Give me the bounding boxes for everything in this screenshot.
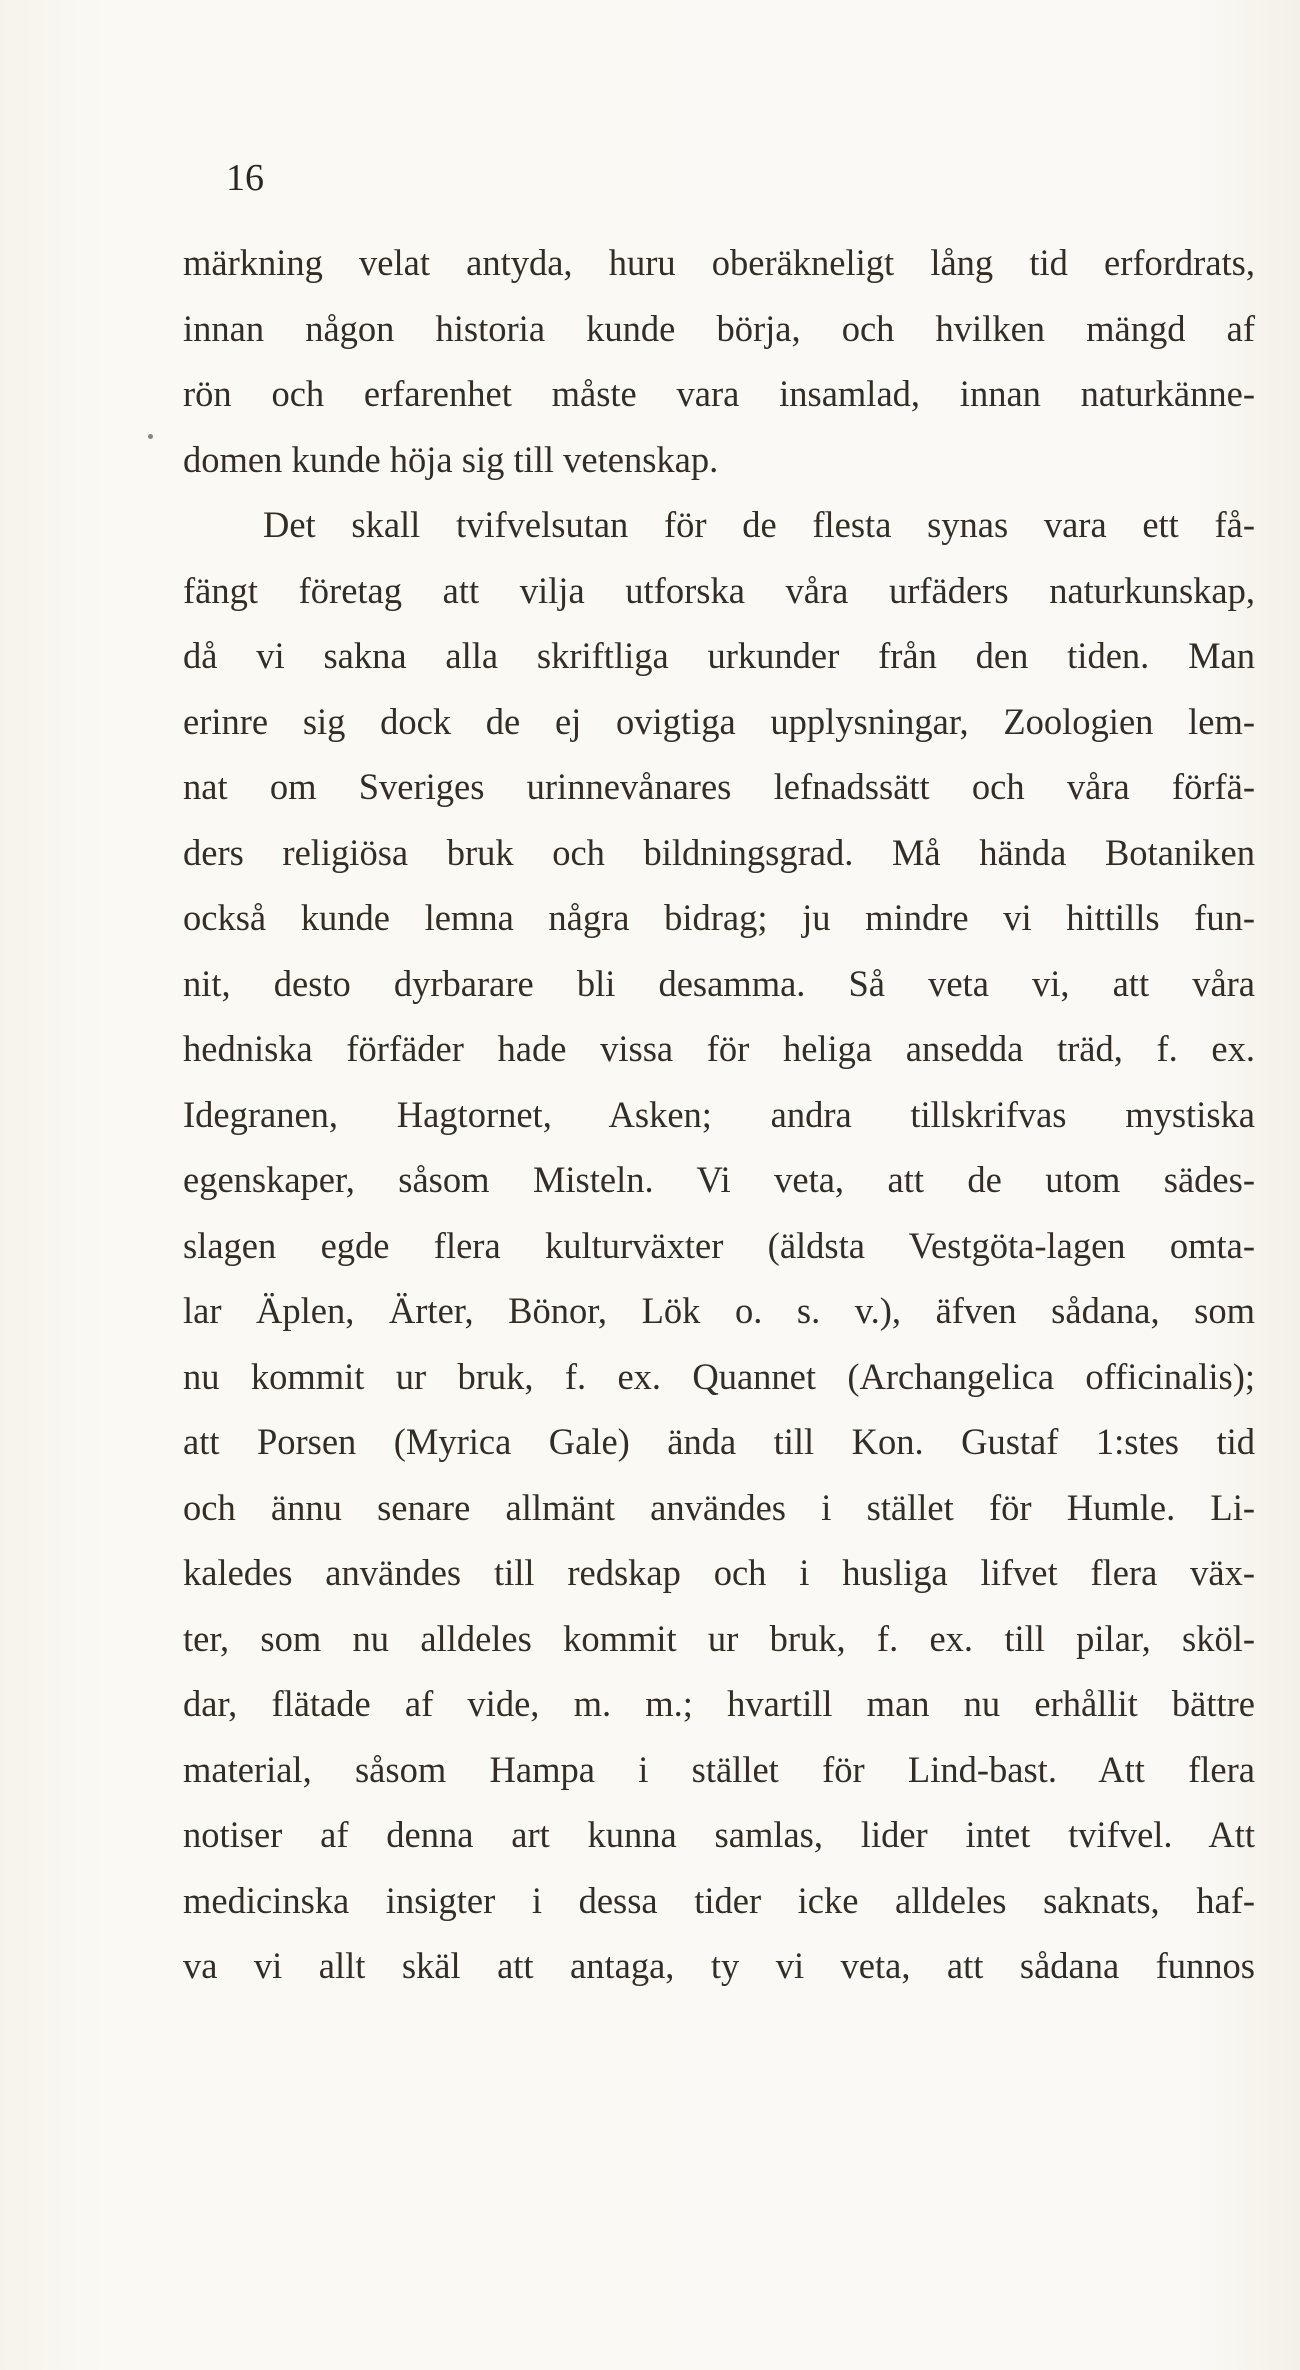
- text-line-3: rön och erfarenhet måste vara insamlad, innan naturkänne-: [183, 373, 1255, 414]
- text-line-15: egenskaper, såsom Misteln. Vi veta, att de utom sädes-: [183, 1159, 1255, 1200]
- text-line-1: märkning velat antyda, huru oberäkneligt lång tid erfordrats,: [183, 242, 1255, 283]
- text-line-9: nat om Sveriges urinnevånares lefnadssätt och våra förfä-: [183, 766, 1255, 807]
- text-line-25: notiser af denna art kunna samlas, lider intet tvifvel. Att: [183, 1814, 1255, 1855]
- text-line-14: Idegranen, Hagtornet, Asken; andra tillskrifvas mystiska: [183, 1093, 1255, 1135]
- text-line-18: nu kommit ur bruk, f. ex. Quannet (Archangelica officinalis);: [183, 1355, 1255, 1397]
- text-line-27: va vi allt skäl att antaga, ty vi veta, att sådana funnos: [183, 1945, 1255, 1986]
- text-line-13: hedniska förfäder hade vissa för heliga ansedda träd, f. ex.: [183, 1028, 1255, 1069]
- text-line-11: också kunde lemna några bidrag; ju mindre vi hittills fun-: [183, 897, 1255, 938]
- text-line-5: Det skall tvifvelsutan för de flesta synas vara ett få-: [263, 504, 1255, 545]
- text-line-6: fängt företag att vilja utforska våra urfäders naturkunskap,: [183, 569, 1255, 611]
- text-line-21: kaledes användes till redskap och i husliga lifvet flera väx-: [183, 1552, 1255, 1593]
- text-line-7: då vi sakna alla skriftliga urkunder från den tiden. Man: [183, 635, 1255, 676]
- text-line-19: att Porsen (Myrica Gale) ända till Kon. Gustaf 1:stes tid: [183, 1421, 1255, 1462]
- text-line-17: lar Äplen, Ärter, Bönor, Lök o. s. v.), äfven sådana, som: [183, 1290, 1255, 1331]
- text-line-20: och ännu senare allmänt användes i stället för Humle. Li-: [183, 1486, 1255, 1528]
- text-line-26: medicinska insigter i dessa tider icke alldeles saknats, haf-: [183, 1879, 1255, 1921]
- text-line-8: erinre sig dock de ej ovigtiga upplysningar, Zoologien lem-: [183, 700, 1255, 742]
- page-number: 16: [226, 157, 264, 199]
- text-line-24: material, såsom Hampa i stället för Lind-bast. Att flera: [183, 1748, 1255, 1790]
- text-line-2: innan någon historia kunde börja, och hvilken mängd af: [183, 307, 1255, 349]
- text-line-22: ter, som nu alldeles kommit ur bruk, f. ex. till pilar, sköl-: [183, 1617, 1255, 1659]
- print-speck: [148, 434, 153, 439]
- text-line-23: dar, flätade af vide, m. m.; hvartill man nu erhållit bättre: [183, 1683, 1255, 1724]
- body-text: [183, 230, 1255, 1999]
- text-line-12: nit, desto dyrbarare bli desamma. Så veta vi, att våra: [183, 962, 1255, 1004]
- text-line-4: domen kunde höja sig till vetenskap.: [183, 438, 719, 480]
- text-line-16: slagen egde flera kulturväxter (äldsta Vestgöta-lagen omta-: [183, 1224, 1255, 1266]
- text-line-10: ders religiösa bruk och bildningsgrad. Må hända Botaniken: [183, 831, 1255, 873]
